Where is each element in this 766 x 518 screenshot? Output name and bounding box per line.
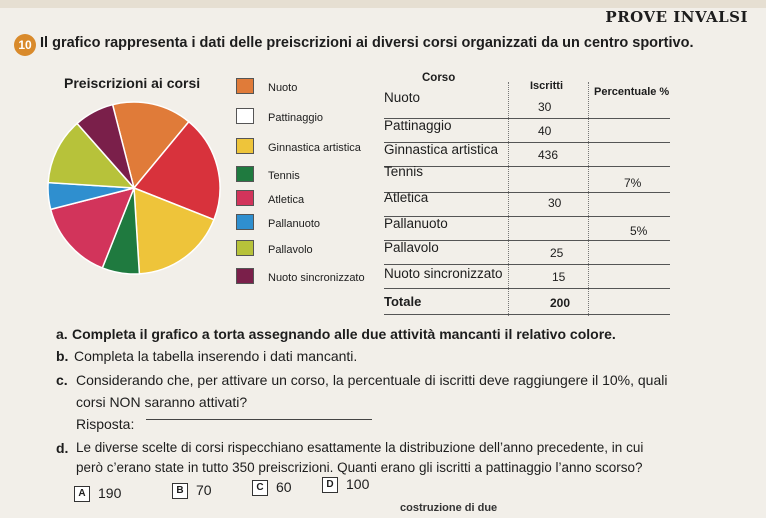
question-title: Il grafico rappresenta i dati delle preiscrizioni ai diversi corsi organizzati da un centro sportivo. xyxy=(40,35,694,51)
table-cell-iscritti: 15 xyxy=(552,270,566,284)
table-row-divider xyxy=(384,288,670,289)
table-cell-percentuale: 5% xyxy=(630,224,648,238)
item-d-letter: d. xyxy=(56,440,69,456)
answer-line[interactable] xyxy=(146,419,372,420)
legend-label: Pattinaggio xyxy=(268,112,324,124)
header-band xyxy=(0,0,766,8)
legend-label: Ginnastica artistica xyxy=(268,142,361,154)
table-row-label: Atletica xyxy=(384,190,429,205)
legend-swatch xyxy=(236,138,254,154)
legend-swatch xyxy=(236,268,254,284)
table-row-label: Pattinaggio xyxy=(384,118,452,133)
item-c-letter: c. xyxy=(56,372,68,388)
table-row-label: Ginnastica artistica xyxy=(384,142,499,157)
table-cell-iscritti: 30 xyxy=(548,196,562,210)
choice-letter-box[interactable]: B xyxy=(172,483,188,499)
table-row-label: Pallanuoto xyxy=(384,216,448,231)
pie-chart xyxy=(46,100,222,276)
legend-label: Nuoto xyxy=(268,82,298,94)
table-row-label: Tennis xyxy=(384,164,424,179)
chart-title: Preiscrizioni ai corsi xyxy=(64,75,201,91)
item-d-line2: però c’erano state in tutto 350 preiscrizioni. Quanti erano gli iscritti a pattinaggio l’anno scorso? xyxy=(76,460,643,475)
legend-label: Nuoto sincronizzato xyxy=(268,272,365,284)
legend-label: Pallavolo xyxy=(268,244,313,256)
legend-label: Atletica xyxy=(268,194,305,206)
choice-letter-box[interactable]: A xyxy=(74,486,90,502)
data-table xyxy=(378,68,678,318)
item-a-text: Completa il grafico a torta assegnando alle due attività mancanti il relativo colore. xyxy=(72,326,616,342)
footer-text: costruzione di due xyxy=(400,502,498,514)
legend-label: Tennis xyxy=(268,170,300,182)
choice-value: 70 xyxy=(196,482,212,498)
table-cell-iscritti: 436 xyxy=(538,148,559,162)
legend-swatch xyxy=(236,78,254,94)
section-label: PROVE INVALSI xyxy=(605,8,748,26)
choice-value: 100 xyxy=(346,476,370,492)
table-row-divider xyxy=(384,166,670,167)
choice-value: 60 xyxy=(276,479,292,495)
table-total-label: Totale xyxy=(384,294,422,309)
table-row-divider xyxy=(384,264,670,265)
choice-letter-box[interactable]: C xyxy=(252,480,268,496)
table-cell-iscritti: 25 xyxy=(550,246,564,260)
item-b-letter: b. xyxy=(56,348,69,364)
table-header-iscritti: Iscritti xyxy=(530,80,564,92)
table-cell-percentuale: 7% xyxy=(624,176,642,190)
legend-swatch xyxy=(236,214,254,230)
table-bottom-line xyxy=(384,314,670,315)
item-b-text: Completa la tabella inserendo i dati mancanti. xyxy=(74,348,358,364)
table-cell-iscritti: 40 xyxy=(538,124,552,138)
item-c-line1: Considerando che, per attivare un corso, la percentuale di iscritti deve raggiungere il 10%, quali xyxy=(76,372,668,388)
legend-swatch xyxy=(236,240,254,256)
table-row-label: Pallavolo xyxy=(384,240,439,255)
choice-letter-box[interactable]: D xyxy=(322,477,338,493)
choice-value: 190 xyxy=(98,485,122,501)
table-row-label: Nuoto sincronizzato xyxy=(384,266,503,281)
table-header-course: Corso xyxy=(422,72,456,84)
item-a-letter: a. xyxy=(56,326,68,342)
legend-swatch xyxy=(236,108,254,124)
legend-swatch xyxy=(236,166,254,182)
table-cell-iscritti: 30 xyxy=(538,100,552,114)
table-total-value: 200 xyxy=(550,296,571,310)
legend-swatch xyxy=(236,190,254,206)
table-row-label: Nuoto xyxy=(384,90,421,105)
answer-label: Risposta: xyxy=(76,416,135,432)
item-c-line2: corsi NON saranno attivati? xyxy=(76,394,248,410)
question-number: 10 xyxy=(14,34,36,56)
legend-label: Pallanuoto xyxy=(268,218,320,230)
table-header-percentuale: Percentuale % xyxy=(594,86,670,98)
item-d-line1: Le diverse scelte di corsi rispecchiano esattamente la distribuzione dell’anno precedente, in cui xyxy=(76,440,644,455)
